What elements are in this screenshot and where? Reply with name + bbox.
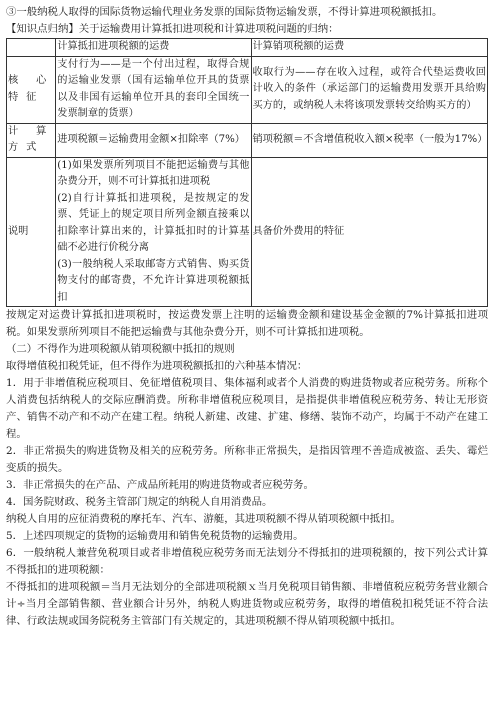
table-row [7,56,488,123]
list-item: 1．用于非增值税应税项目、免征增值税项目、集体福利或者个人消费的购进货物或者应税劳务。所称个人消费包括纳税人的交际应酬消费。所称非增值税应税项目，是指提供非增值税应税劳务、转让无形资产、销售不动产和不动产在建工程。纳税人新建、改建、扩建、修缮、装饰不动产，均属于不动产在建工程。 [6,377,488,440]
table-cell [56,157,251,307]
row-label: 核心特征 [7,56,56,123]
note-item: (2)自行计算抵扣进项税，是按规定的发票、凭证上的规定项目所列金额直接乘以扣除率计算出来的，计算抵扣时的计算基础不必进行价税分离 [57,192,250,253]
intro-paragraph: ③一般纳税人取得的国际货物运输代理业务发票的国际货物运输发票，不得计算进项税额抵扣。 [6,6,443,18]
list-item: 5．上述四项规定的货物的运输费用和销售免税货物的运输费用。 [6,530,304,542]
row-label: 计算方式 [7,123,56,157]
list-item: 6．一般纳税人兼营免税项目或者非增值税应税劳务而无法划分不得抵扣的进项税额的，按下列公式计算不得抵扣的进项税额： [6,547,488,576]
list-item: 3．非正常损失的在产品、产成品所耗用的购进货物或者应税劳务。 [6,479,314,491]
table-header-cell: 计算抵扣进项税额的运费 [56,39,251,57]
table-header-cell [7,39,56,57]
note-item: (3)一般纳税人采取邮寄方式销售、购买货物支付的邮寄费，不允许计算进项税额抵扣 [57,258,250,303]
table-cell: 销项税额＝不含增值税收入额×税率（一般为17%） [251,123,488,157]
list-item: 4．国务院财政、税务主管部门规定的纳税人自用消费品。 [6,496,273,508]
section-intro: 取得增值税扣税凭证，但不得作为进项税额抵扣的六种基本情况： [6,360,308,372]
table-cell: 支付行为——是一个付出过程，取得合规的运输业发票（国有运输单位开具的货票以及非国有运输单位开具的套印全国统一发票制章的货票） [56,56,251,123]
note-item: (1)如果发票所列项目不能把运输费与其他杂费分开，则不可计算抵扣进项税 [57,159,250,187]
table-row [7,157,488,307]
table-cell: 进项税额＝运输费用金额×扣除率（7%） [56,123,251,157]
table-header-row [7,39,488,57]
after-table-paragraph: 按规定对运费计算抵扣进项税时，按运费发票上注明的运输费金额和建设基金金额的7%计算抵扣进项税。如果发票所列项目不能把运输费与其他杂费分开，则不可计算抵扣进项税。 [6,309,488,338]
list-item: 2．非正常损失的购进货物及相关的应税劳务。所称非正常损失，是指因管理不善造成被盗、丢失、霉烂变质的损失。 [6,445,488,474]
table-header-cell: 计算销项税额的运费 [251,39,488,57]
table-cell: 收取行为——存在收入过程，或符合代垫运费收回计收入的条件（承运部门的运输费用发票开具给购买方的，或纳税人未将该项发票转交给购买方的） [251,56,488,123]
comparison-table [6,38,488,307]
summary-heading: 【知识点归纳】关于运输费用计算抵扣进项税和计算进项税问题的归纳： [6,23,339,35]
list-item: 纳税人自用的应征消费税的摩托车、汽车、游艇，其进项税额不得从销项税额中抵扣。 [6,513,401,525]
table-row [7,123,488,157]
row-label: 说明 [7,157,56,307]
section-title: （二）不得作为进项税额从销项税额中抵扣的规则 [6,343,235,355]
list-item: 不得抵扣的进项税额＝当月无法划分的全部进项税额ｘ当月免税项目销售额、非增值税应税劳务营业额合计÷当月全部销售额、营业额合计另外，纳税人购进货物或应税劳务，取得的增值税扣税凭证不符合法律、行政法规或国务院税务主管部门有关规定的，其进项税额不得从销项税额中抵扣。 [6,581,488,627]
table-cell: 具备价外费用的特征 [251,157,488,307]
